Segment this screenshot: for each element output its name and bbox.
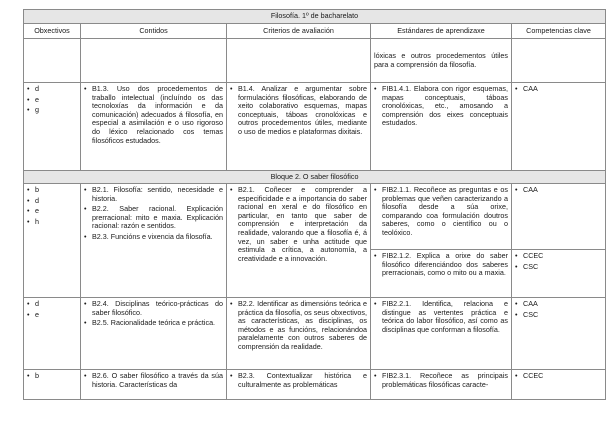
table-row (24, 298, 606, 370)
standard-item: • FIB2.1.2. Explica a orixe do saber filosófico diferenciándoo dos saberes prerracionais, como o mito ou a maxia. (374, 252, 508, 278)
competence-item: • CSC (515, 311, 602, 320)
standard-item: • FIB2.3.1. Recoñece as principais problemáticas filosóficas caracte- (374, 372, 508, 389)
header-objectives: Obxectivos (24, 24, 81, 39)
content-item: • B2.6. O saber filosófico a través da súa historia. Características da (84, 372, 223, 389)
block-title: Bloque 2. O saber filosófico (24, 171, 606, 184)
standard-item: • FIB1.4.1. Elabora con rigor esquemas, mapas conceptuais, táboas cronolóxicas, etc., amosando a comprensión dos eixes conceptuais estudados. (374, 85, 508, 128)
curriculum-table (23, 9, 606, 400)
standard-cell (371, 184, 512, 250)
content-cell (81, 184, 227, 298)
content-cell (81, 83, 227, 171)
competence-item: • CAA (515, 85, 602, 94)
table-row (24, 39, 606, 83)
header-contents: Contidos (81, 24, 227, 39)
standard-cell (371, 250, 512, 298)
header-standards: Estándares de aprendizaxe (371, 24, 512, 39)
competence-item: • CCEC (515, 372, 602, 381)
standard-cell (371, 370, 512, 400)
objective-item: • b (27, 372, 77, 381)
objective-item: • d (27, 300, 77, 309)
objective-item: • d (27, 85, 77, 94)
objective-item: • h (27, 218, 77, 227)
objective-item: • b (27, 186, 77, 195)
objectives-cell (24, 184, 81, 298)
standard-cell (371, 298, 512, 370)
objectives-cell (24, 298, 81, 370)
content-item: • B2.4. Disciplinas teórico-prácticas do saber filosófico. (84, 300, 223, 317)
content-cell (81, 298, 227, 370)
content-item: • B2.3. Funcións e vixencia da filosofía. (84, 233, 223, 242)
table-row (24, 184, 606, 250)
table-row (24, 83, 606, 171)
header-criteria: Criterios de avaliación (227, 24, 371, 39)
criteria-item: • B2.2. Identificar as dimensións teórica e práctica da filosofía, os seus obxectivos, as características, as disciplinas, os métodos e as funcións, relacionándoa paralelamente con outros saberes de comprensión da realidade. (230, 300, 367, 352)
competence-item: • CAA (515, 186, 602, 195)
criteria-cell (227, 298, 371, 370)
competence-item: • CSC (515, 263, 602, 272)
objective-item: • g (27, 106, 77, 115)
competences-cell (512, 298, 606, 370)
competences-cell (512, 184, 606, 250)
standard-item: • FIB2.1.1. Recoñece as preguntas e os problemas que veñen caracterizando a filosofía desde a súa orixe, comparando coa formulación doutros saberes, como o científico ou o teolóxico. (374, 186, 508, 238)
criteria-cell (227, 184, 371, 298)
table-title: Filosofía. 1º de bacharelato (24, 10, 606, 24)
objectives-cell (24, 83, 81, 171)
content-item: • B2.2. Saber racional. Explicación prerracional: mito e maxia. Explicación racional: razón e sentidos. (84, 205, 223, 231)
competences-cell (512, 370, 606, 400)
table-row (24, 370, 606, 400)
standard-item: • FIB2.2.1. Identifica, relaciona e distingue as vertentes práctica e teórica do labor filosófico, así como as disciplinas que conforman a filosofía. (374, 300, 508, 334)
criteria-cell (227, 370, 371, 400)
standard-cell: lóxicas e outros procedementos útiles para a comprensión da filosofía. (371, 39, 512, 83)
content-item: • B1.3. Uso dos procedementos de traballo intelectual (incluíndo os das tecnoloxías da información e da comunicación) adecuados á filosofía, en especial a asimilación e o uso rigoroso do léxico relacionado cos temas filosóficos estudados. (84, 85, 223, 145)
objective-item: • d (27, 197, 77, 206)
header-competences: Competencias clave (512, 24, 606, 39)
content-item: • B2.1. Filosofía: sentido, necesidade e historia. (84, 186, 223, 203)
criteria-item: • B2.1. Coñecer e comprender a especificidade e a importancia do saber racional en xeral e do filosófico en particular, en tanto que saber de comprensión e interpretación da realidade, valorando que a filosofía é, á vez, un saber e unha actitude que estimula a crítica, a autonomía, a creatividade e a innovación. (230, 186, 367, 263)
objective-item: • e (27, 311, 77, 320)
criteria-cell (227, 83, 371, 171)
criteria-item: • B1.4. Analizar e argumentar sobre formulacións filosóficas, elaborando de xeito colaborativo esquemas, mapas conceptuais, táboas cronolóxicas e outros procedementos útiles, mediante o uso de medios e plataformas dixitais. (230, 85, 367, 137)
objective-item: • e (27, 96, 77, 105)
competence-item: • CAA (515, 300, 602, 309)
objectives-cell (24, 370, 81, 400)
content-item: • B2.5. Racionalidade teórica e práctica. (84, 319, 223, 328)
competences-cell (512, 83, 606, 171)
competence-item: • CCEC (515, 252, 602, 261)
criteria-item: • B2.3. Contextualizar histórica e culturalmente as problemáticas (230, 372, 367, 389)
standard-cell (371, 83, 512, 171)
objective-item: • e (27, 207, 77, 216)
competences-cell (512, 250, 606, 298)
content-cell (81, 370, 227, 400)
